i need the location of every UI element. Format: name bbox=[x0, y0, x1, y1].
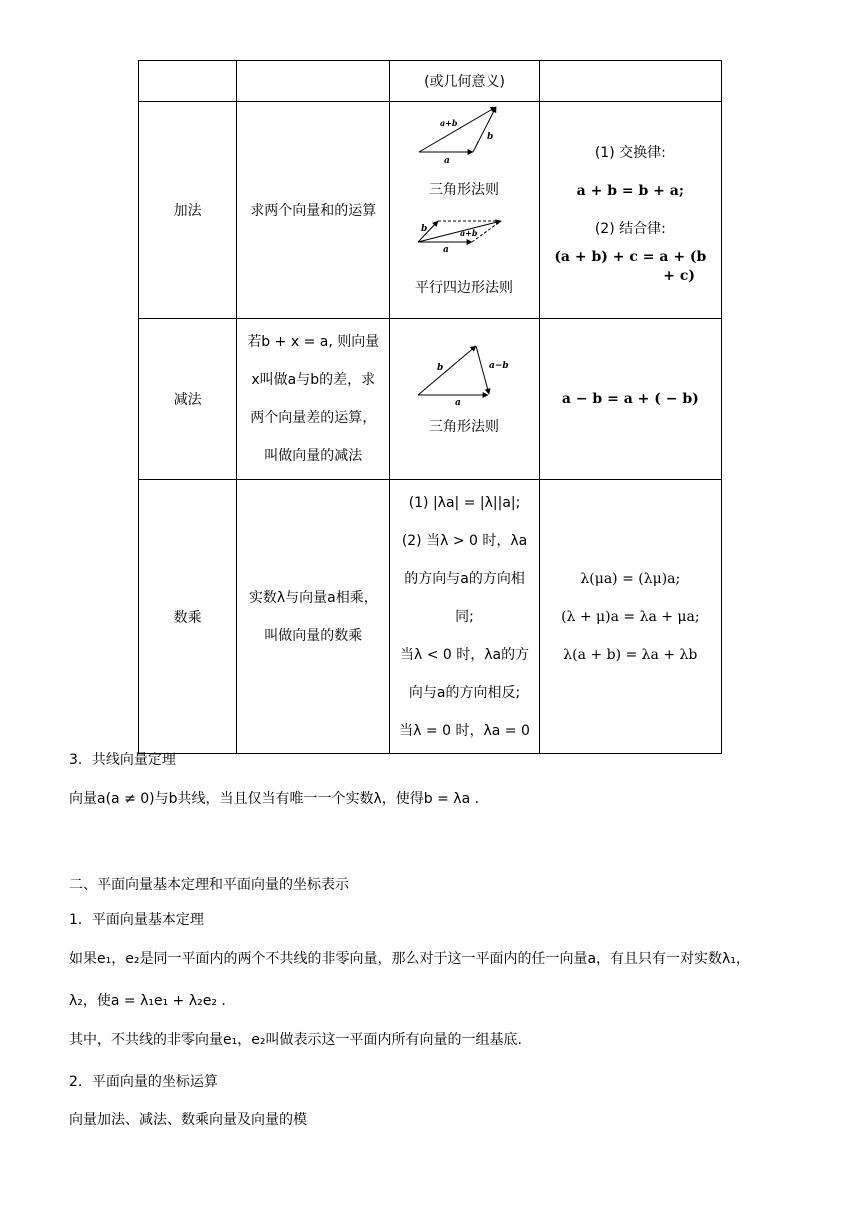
op-def-subtraction bbox=[237, 319, 390, 480]
op-law-subtraction: a − b = a + ( − b) bbox=[539, 319, 721, 480]
scalar-def-line: 叫做向量的数乘 bbox=[264, 627, 363, 644]
table-row-scalar bbox=[139, 480, 722, 754]
scalar-meaning-line: 向与a的方向相反; bbox=[408, 684, 521, 701]
op-name-subtraction: 减法 bbox=[139, 319, 237, 480]
basis-note: 其中，不共线的非零向量e₁，e₂叫做表示这一平面内所有向量的一组基底. bbox=[69, 1032, 522, 1048]
label-a-minus-b: a−b bbox=[489, 361, 510, 371]
header-meaning: (或几何意义) bbox=[390, 61, 539, 102]
subtraction-def-line: x叫做a与b的差，求 bbox=[251, 372, 376, 388]
subtraction-triangle-diagram bbox=[418, 346, 509, 408]
scalar-meaning-line: 当λ < 0 时，λa的方 bbox=[399, 646, 530, 663]
basic-theorem-body-line1: 如果e₁，e₂是同一平面内的两个不共线的非零向量，那么对于这一平面内的任一向量a，有且只有一对实数λ₁， bbox=[69, 951, 750, 967]
collinear-theorem-title: 3．共线向量定理 bbox=[69, 752, 176, 768]
basic-theorem-title: 1．平面向量基本定理 bbox=[69, 912, 204, 928]
commutative-title: (1) 交换律: bbox=[594, 145, 666, 161]
scalar-def-line: 实数λ与向量a相乘， bbox=[248, 589, 378, 606]
label-b: b bbox=[487, 132, 494, 142]
scalar-meaning-line: (1) |λa| = |λ||a|; bbox=[408, 494, 521, 511]
subtraction-caption: 三角形法则 bbox=[429, 419, 500, 435]
op-name-addition: 加法 bbox=[139, 102, 237, 319]
coordinate-ops-body: 向量加法、减法、数乘向量及向量的模 bbox=[69, 1112, 307, 1128]
table-row-subtraction bbox=[139, 319, 722, 480]
associative-title: (2) 结合律: bbox=[594, 221, 666, 237]
scalar-meaning-line: 同; bbox=[455, 608, 474, 625]
label-b: b bbox=[421, 224, 428, 234]
addition-figures bbox=[390, 102, 539, 314]
coordinate-ops-title: 2．平面向量的坐标运算 bbox=[69, 1074, 218, 1090]
scalar-law: (λ + μ)a = λa + μa; bbox=[561, 608, 700, 625]
subtraction-figure bbox=[390, 319, 539, 475]
scalar-law: λ(a + b) = λa + λb bbox=[563, 646, 698, 663]
op-name-scalar: 数乘 bbox=[139, 480, 237, 754]
part2-title: 二、平面向量基本定理和平面向量的坐标表示 bbox=[69, 877, 349, 893]
label-a: a bbox=[443, 245, 450, 255]
subtraction-def-line: 若b + x = a, 则向量 bbox=[247, 334, 380, 350]
parallelogram-rule-caption: 平行四边形法则 bbox=[415, 280, 514, 296]
label-a-plus-b: a+b bbox=[440, 118, 458, 128]
parallelogram-rule-diagram bbox=[418, 221, 501, 255]
subtraction-def-line: 两个向量差的运算， bbox=[250, 410, 377, 426]
scalar-meaning-line: 的方向与a的方向相 bbox=[404, 570, 525, 587]
table-row-addition bbox=[139, 102, 722, 319]
scalar-law: λ(μa) = (λμ)a; bbox=[580, 570, 681, 587]
op-meaning-scalar bbox=[390, 480, 539, 754]
label-a: a bbox=[444, 156, 451, 166]
triangle-rule-caption: 三角形法则 bbox=[429, 182, 500, 198]
commutative-law: a + b = b + a; bbox=[576, 183, 684, 199]
scalar-meaning-line: (2) 当λ > 0 时，λa bbox=[401, 532, 528, 549]
triangle-rule-diagram bbox=[419, 107, 496, 166]
op-meaning-subtraction bbox=[390, 319, 539, 480]
op-meaning-addition bbox=[390, 102, 539, 319]
collinear-theorem-body: 向量a(a ≠ 0)与b共线，当且仅当有唯一一个实数λ，使得b = λa . bbox=[69, 791, 480, 807]
table-header-row bbox=[139, 61, 722, 102]
label-a-plus-b: a+b bbox=[460, 228, 478, 238]
label-b: b bbox=[437, 363, 444, 373]
vector-b-arrow bbox=[418, 346, 476, 395]
subtraction-def-line: 叫做向量的减法 bbox=[264, 448, 363, 464]
op-laws-scalar bbox=[539, 480, 721, 754]
op-def-addition: 求两个向量和的运算 bbox=[237, 102, 390, 319]
label-a: a bbox=[455, 398, 462, 408]
associative-law-line1: (a + b) + c = a + (b bbox=[554, 249, 707, 265]
associative-law-line2: + c) bbox=[663, 268, 695, 284]
op-laws-addition bbox=[539, 102, 721, 319]
scalar-meaning-line: 当λ = 0 时，λa = 0 bbox=[399, 722, 530, 739]
vector-diff-arrow bbox=[476, 346, 489, 394]
basic-theorem-body-line2: λ₂，使a = λ₁e₁ + λ₂e₂ . bbox=[69, 993, 226, 1009]
op-def-scalar bbox=[237, 480, 390, 754]
vector-operations-table bbox=[138, 60, 722, 754]
